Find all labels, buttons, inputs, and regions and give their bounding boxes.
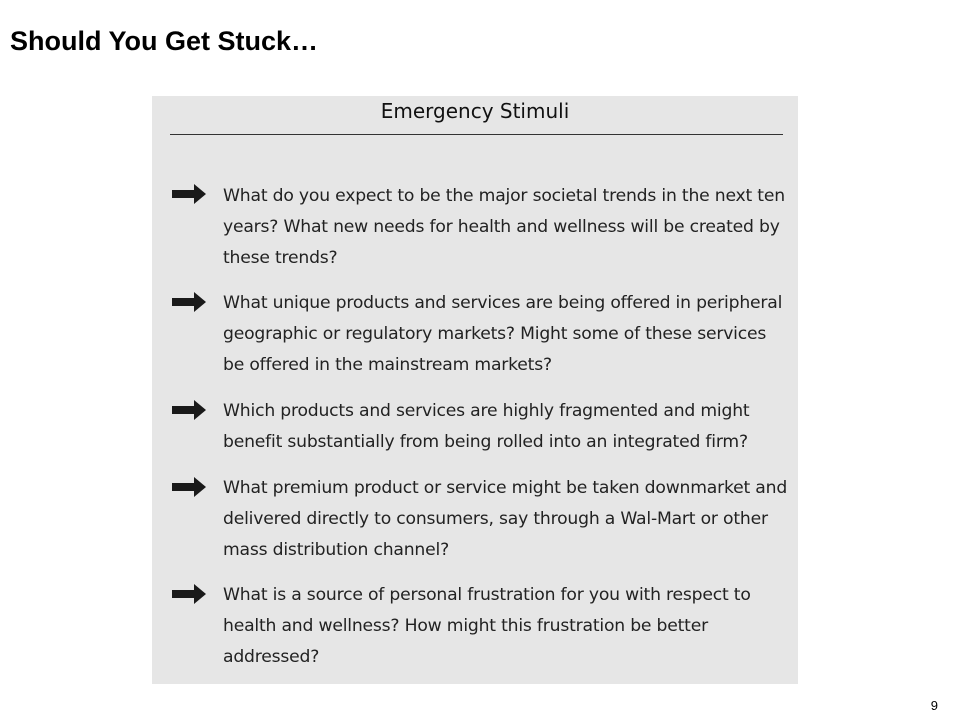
- arrow-right-icon: [172, 184, 206, 204]
- arrow-right-icon: [172, 292, 206, 312]
- arrow-right-icon: [172, 400, 206, 420]
- panel-divider: [170, 134, 783, 135]
- arrow-right-icon: [172, 477, 206, 497]
- stimulus-text: What do you expect to be the major societal trends in the next ten years? What new needs for health and wellness will be created by these trends?: [223, 186, 785, 268]
- stimulus-text: What premium product or service might be taken downmarket and delivered directly to consumers, say through a Wal-Mart or other mass distribution channel?: [223, 478, 788, 560]
- stimulus-text: What is a source of personal frustration for you with respect to health and wellness? How might this frustration be better addressed?: [223, 585, 751, 667]
- arrow-right-icon: [172, 584, 206, 604]
- slide-title: Should You Get Stuck…: [10, 26, 319, 56]
- stimulus-text: What unique products and services are being offered in peripheral geographic or regulatory markets? Might some of these services be offered in the mainstream markets?: [223, 293, 783, 375]
- stimulus-text: Which products and services are highly fragmented and might benefit substantially from being rolled into an integrated firm?: [223, 401, 750, 452]
- panel-heading: Emergency Stimuli: [380, 99, 570, 123]
- page-number: 9: [930, 698, 938, 713]
